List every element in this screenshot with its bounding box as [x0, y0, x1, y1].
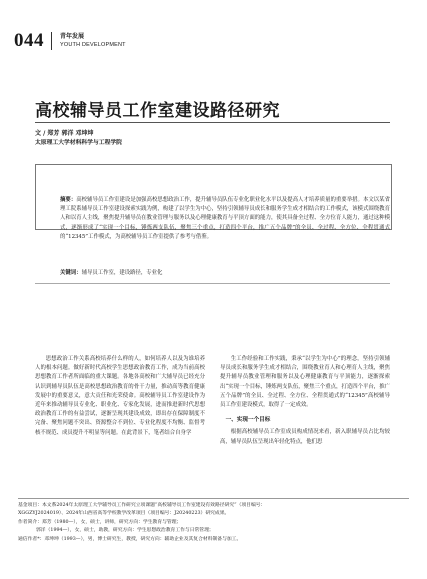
header-divider: [51, 32, 52, 50]
body-column-right: [220, 355, 390, 447]
footnote-line: 作者简介：郑芳（1980—），女，硕士，讲师，研究方向：学生教育与管理；: [18, 519, 182, 525]
keywords: [60, 269, 390, 278]
keywords-text: 辅导员工作室，建设路径，专业化: [81, 270, 163, 276]
abstract: [60, 196, 390, 242]
footnote-line: 通信作者*：邓坤坤（1993—），男，博士研究生，教授，研究方向：辅助企业及其复合材料制备与加工。: [18, 536, 242, 542]
footnote-line: XGGZYJ2024019）、2024年山西省高等学校教学改革项目（项目编号：J20240223）研究成果。: [18, 511, 230, 517]
column-name-en: YOUTH DEVELOPMENT: [60, 42, 126, 48]
body-paragraph: 思想政治工作关系高校培养什么样的人，如何培养人以及为谁培养人的根本问题。做好新时代高校学生思想政治教育工作，成为当前高校思想教育工作者所面临的重大课题。各地各高校和广大辅导员已经充分认识到辅导员队伍是高校思想政治教育的骨干力量，推动高等教育健康发展中的重要意义，意大贡任和光荣使命。高校辅导员工作室建设作为近年来推动辅导员专业化、职业化、专家化发展，进而推进新时代思想政治教育工作的有益尝试，逐渐呈现其建设成效，即出存在保障制度不完备、聚焦问题不突出、资源整合不到位、专业化程度不均衡、监督考核不规范、成员提升不明显等问题。在此背景下，笔者结合自身学: [35, 356, 205, 436]
body-paragraph: 生工作经验和工作实践，秉承“以学生为中心”的理念，坚持引领辅导员成长和服务学生成才相结合，围绕教业育人和心理育人主线，聚焦提升辅导员教业管理和服务以及心理健康教育与平顶能力，逐渐探索出“实现一个目标，锤炼两支队伍，聚焦三个重点，打造四个平台，推广五个品牌”的全员、全过程、全方位、全程贯通式的“12345”高校辅导员工作室建设模式，取得了一定成效。: [220, 356, 390, 409]
body-paragraph: 根据高校辅导员工作室成员构成情况来看，新入职辅导员占比均较高，辅导员队伍呈现出年轻化特点，他们思: [220, 429, 390, 445]
section-heading: 一、实现一个目标: [225, 417, 271, 424]
abstract-text: 高校辅导员工作室建设是加强高校思想政治工作，提升辅导员队伍专业化职业化水平以及提高人才培养质量的重要举措。本文以某省理工院系辅导员工作室建设探索实践为例，构建了以学生为中心，坚持引领辅导员成长和服务学生成才相结合的工作模式，该模式围绕教育人和以育人主线，聚焦提升辅导员在教业管理与服务以及心理健康教育与平顶方面的能力，使其具备全过程、全方位育人能力，通过这种模式，逐渐形成了“实现一个目标，锤炼两支队伍，聚焦三个重点，打造四个平台，推广五个品牌”的全员、全过程、全方位、全程贯通式的“12345”工作模式，为高校辅导员工作室提供了参考与借鉴。: [60, 197, 390, 240]
column-name: [60, 33, 126, 49]
running-header: [14, 30, 126, 52]
footnotes: [18, 502, 410, 544]
abstract-label: 摘要：: [60, 197, 77, 203]
abstract-divider: [35, 283, 390, 284]
column-name-cn: 青年发展: [60, 33, 85, 40]
footnote-divider: [18, 498, 409, 499]
body-column-left: [35, 355, 205, 438]
footnote-line: 基金项目：本文系2024年太原理工大学辅导员工作研究立项课题“高校辅导员工作室建设有效路径研究”（项目编号：: [18, 503, 266, 508]
author-affiliation: 太原理工大学材料科学与工程学院: [35, 140, 122, 146]
keywords-label: 关键词：: [60, 270, 82, 276]
article-title: 高校辅导员工作室建设路径研究: [35, 101, 280, 121]
article-authors: 文 / 郑芳 郭洋 邓坤坤: [35, 130, 94, 137]
title-divider: [35, 122, 390, 123]
page-number: 044: [14, 30, 44, 51]
footnote-line: 郭洋（1994—），女，硕士，助教，研究方向：学生思想政治教育工作与日常管理；: [36, 528, 214, 534]
